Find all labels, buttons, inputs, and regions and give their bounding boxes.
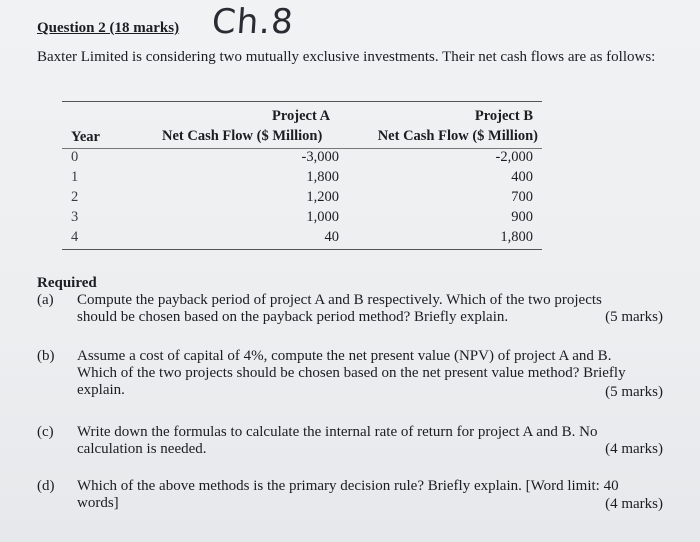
item-label: (a) [37,292,54,308]
required-heading: Required [37,275,97,291]
question-item-b [37,348,663,404]
project-b-cell: 1,800 [500,229,533,245]
cash-flow-table [62,101,542,250]
item-marks: (4 marks) [605,496,663,512]
question-item-d [37,478,663,518]
item-text-line: explain. [77,382,125,398]
item-text-line: Which of the two projects should be chosen based on the net present value method? Briefly [77,365,626,381]
item-text-line: Assume a cost of capital of 4%, compute the net present value (NPV) of project A and B. [77,348,612,364]
project-a-subheader: Net Cash Flow ($ Million) [162,128,323,144]
table-row [62,209,542,229]
item-text-line: Compute the payback period of project A and B respectively. Which of the two projects [77,292,602,308]
year-cell: 2 [71,189,79,205]
item-text-line: Which of the above methods is the primary decision rule? Briefly explain. [Word limit: 40 [77,478,619,494]
project-a-cell: 1,000 [306,209,339,225]
table-row [62,229,542,249]
question-title: Question 2 (18 marks) [37,20,180,36]
project-b-cell: -2,000 [495,149,533,165]
item-marks: (4 marks) [605,441,663,457]
year-cell: 3 [71,209,79,225]
item-label: (d) [37,478,55,494]
project-b-header: Project B [474,108,533,124]
project-a-cell: 40 [324,229,339,245]
handwritten-note: Ch.8 [210,2,296,42]
table-row [62,169,542,189]
table-header [62,102,542,149]
item-text-line: words] [77,495,119,511]
question-item-c [37,424,663,464]
year-cell: 1 [71,169,79,185]
table-row [62,149,542,169]
item-label: (c) [37,424,54,440]
item-text-line: Write down the formulas to calculate the internal rate of return for project A and B. No [77,424,598,440]
intro-paragraph: Baxter Limited is considering two mutually exclusive investments. Their net cash flows are as follows: [37,49,656,65]
project-b-cell: 400 [511,169,533,185]
project-a-cell: 1,200 [306,189,339,205]
project-a-cell: -3,000 [301,149,339,165]
item-text-line: calculation is needed. [77,441,207,457]
item-marks: (5 marks) [605,384,663,400]
year-cell: 0 [71,149,79,165]
project-b-cell: 700 [511,189,533,205]
item-marks: (5 marks) [605,309,663,325]
year-cell: 4 [71,229,79,245]
item-label: (b) [37,348,55,364]
project-b-cell: 900 [511,209,533,225]
project-b-subheader: Net Cash Flow ($ Million) [377,128,538,144]
project-a-cell: 1,800 [306,169,339,185]
project-a-header: Project A [272,108,331,124]
table-row [62,189,542,209]
item-text-line: should be chosen based on the payback period method? Briefly explain. [77,309,509,325]
question-item-a [37,292,663,332]
year-header: Year [71,129,100,145]
